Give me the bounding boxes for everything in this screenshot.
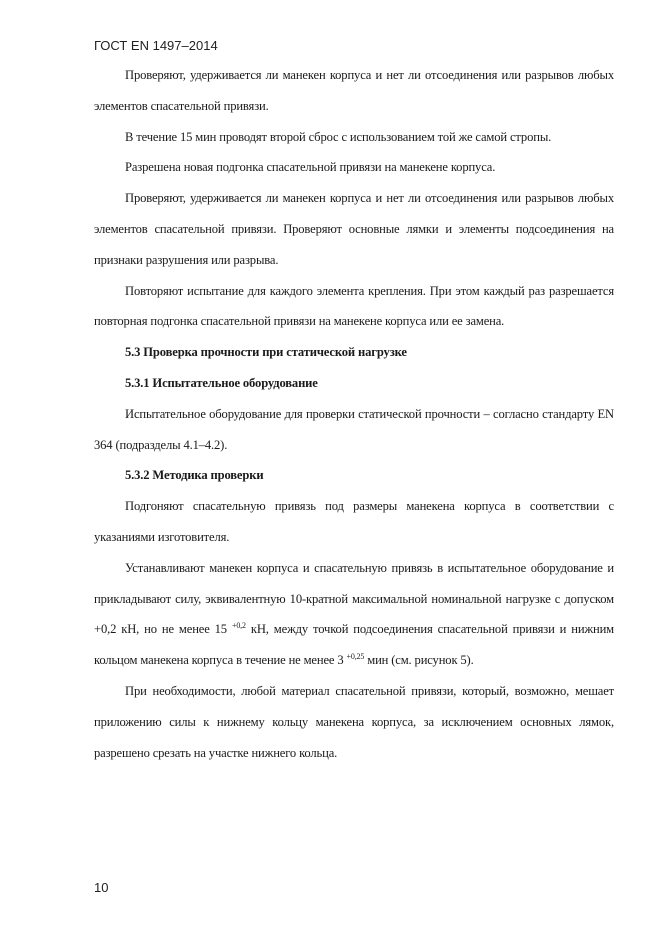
section-heading: 5.3 Проверка прочности при статической нагрузке <box>125 345 407 360</box>
paragraph: Разрешена новая подгонка спасательной привязи на манекене корпуса. <box>125 160 496 175</box>
document-body <box>94 60 614 768</box>
text-run: кН, между точкой подсоединения спасательной привязи и нижним кольцом манекена корпуса в течение не менее 3 <box>94 622 614 668</box>
subsection-heading: 5.3.2 Методика проверки <box>125 468 264 483</box>
paragraph-with-tolerances <box>94 553 614 676</box>
page-number: 10 <box>94 880 109 895</box>
paragraph: Проверяют, удерживается ли манекен корпуса и нет ли отсоединения или разрывов любых элементов спасательной привязи. <box>94 68 614 113</box>
paragraph: Подгоняют спасательную привязь под размеры манекена корпуса в соответствии с указаниями изготовителя. <box>94 499 614 544</box>
document-header: ГОСТ EN 1497–2014 <box>94 38 218 53</box>
subsection-heading: 5.3.1 Испытательное оборудование <box>125 375 318 390</box>
paragraph: Повторяют испытание для каждого элемента крепления. При этом каждый раз разрешается повторная подгонка спасательной привязи на манекене корпуса или ее замена. <box>94 283 614 329</box>
tolerance-superscript: +0,25 <box>346 652 365 662</box>
paragraph: В течение 15 мин проводят второй сброс с использованием той же самой стропы. <box>125 129 552 144</box>
text-run: Устанавливают манекен корпуса и спасательную привязь в испытательное оборудование и прикладывают силу, эквивалентную 10-кратной максимальной номинальной нагрузке с допуском +0,2 кН, но не менее 15 <box>94 560 614 637</box>
paragraph: Испытательное оборудование для проверки статической прочности – согласно стандарту EN 364 (подразделы 4.1–4.2). <box>94 406 614 452</box>
paragraph: При необходимости, любой материал спасательной привязи, который, возможно, мешает приложению силы к нижнему кольцу манекена корпуса, за исключением основных лямок, разрешено срезать на участке нижнего кольца. <box>94 683 614 760</box>
text-run: мин (см. рисунок 5). <box>364 653 474 668</box>
paragraph: Проверяют, удерживается ли манекен корпуса и нет ли отсоединения или разрывов любых элементов спасательной привязи. Проверяют основные лямки и элементы подсоединения на признаки разрушения или разрыва. <box>94 191 614 267</box>
tolerance-superscript: +0,2 <box>231 621 246 631</box>
